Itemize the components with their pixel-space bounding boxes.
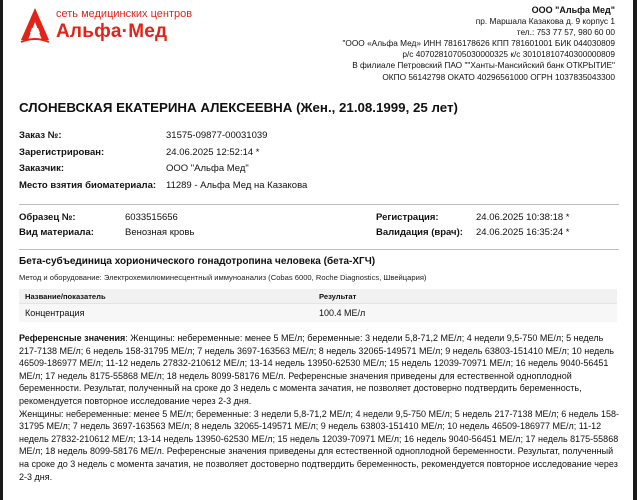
material-label: Вид материала: (19, 227, 94, 238)
reference-values (19, 332, 623, 483)
company-phone: тел.: 753 77 57, 980 60 00 (516, 27, 615, 38)
left-border (0, 0, 3, 500)
material-value: Венозная кровь (125, 227, 195, 238)
reference-paragraph (19, 332, 623, 408)
patient-title: СЛОНЕВСКАЯ ЕКАТЕРИНА АЛЕКСЕЕВНА (Жен., 21.08.1999, 25 лет) (19, 100, 458, 115)
result-value: 100.4 МЕ/л (319, 308, 366, 318)
company-address: пр. Маршала Казакова д. 9 корпус 1 (475, 16, 615, 27)
customer-value: ООО "Альфа Мед" (166, 163, 249, 174)
company-bank: В филиале Петровский ПАО ""Ханты-Мансийский банк ОТКРЫТИЕ" (352, 60, 615, 71)
test-method: Метод и оборудование: Электрохемилюминесцентный иммуноанализ (Cobas 6000, Roche Diagnostics, Швейцария) (19, 273, 427, 282)
test-title: Бета-субъединица хорионического гонадотропина человека (бета-ХГЧ) (19, 256, 376, 267)
registered-label: Зарегистрирован: (19, 146, 105, 158)
table-row (19, 303, 617, 322)
registration-value: 24.06.2025 10:38:18 * (476, 212, 570, 223)
order-number-value: 31575-09877-00031039 (166, 130, 268, 141)
clinic-logo (18, 6, 218, 46)
reference-paragraph (19, 408, 623, 484)
validation-value: 24.06.2025 16:35:24 * (476, 227, 570, 238)
registered-value: 24.06.2025 12:52:14 * (166, 146, 260, 158)
results-table (19, 289, 617, 322)
collection-place-label: Место взятия биоматериала: (19, 179, 157, 191)
company-codes: ОКПО 56142798 ОКАТО 40296561000 ОГРН 1037835043300 (382, 71, 615, 82)
sample-number-label: Образец №: (19, 212, 76, 223)
reference-text: : Женщины: небеременные: менее 5 МЕ/л; беременные: 3 недели 5,8-71,2 МЕ/л; 4 недели 9,5-750 МЕ/л; 5 недель 217-7138 МЕ/л; 6 недель 158-31795 МЕ/л; 7 недель 3697-163563 МЕ/л; 8 недель 32065-149571 МЕ/л; 9 недель 63803-151410 МЕ/л; 10 недель 46509-186977 МЕ/л; 11-12 недель 27832-210612 МЕ/л; 13-14 недель 13950-62530 МЕ/л; 15 недель 12039-70971 МЕ/л; 16 недель 9040-56451 МЕ/л; 17 недель 8175-55868 МЕ/л; 18 недель 8099-58176 МЕ/л. Референсные значения приведены для естественной одноплодной беременности. Результат, полученный на сроке до 3 недель с момента зачатия, не позволяет достоверно подтвердить беременность, рекомендуется повторное исследование через 2-3 дня. (19, 333, 614, 406)
customer-label: Заказчик: (19, 163, 65, 174)
sample-number-value: 6033515656 (125, 212, 178, 223)
logo-name: Альфа·Мед (56, 21, 168, 42)
right-border (633, 0, 637, 500)
sample-info (19, 212, 619, 246)
section-divider (19, 249, 619, 250)
company-name: ООО "Альфа Мед" (531, 5, 615, 15)
registration-label: Регистрация: (376, 212, 439, 223)
section-divider (19, 204, 619, 205)
result-name: Концентрация (25, 308, 85, 318)
reference-text-repeat: Женщины: небеременные: менее 5 МЕ/л; беременные: 3 недели 5,8-71,2 МЕ/л; 4 недели 9,5-750 МЕ/л; 5 недель 217-7138 МЕ/л; 6 недель 158-31795 МЕ/л; 7 недель 3697-163563 МЕ/л; 8 недель 32065-149571 МЕ/л; 9 недель 63803-151410 МЕ/л; 10 недель 46509-186977 МЕ/л; 11-12 недель 27832-210612 МЕ/л; 13-14 недель 13950-62530 МЕ/л; 15 недель 12039-70971 МЕ/л; 16 недель 9040-56451 МЕ/л; 17 недель 8175-55868 МЕ/л; 18 недель 8099-58176 МЕ/л. Референсные значения приведены для естественной одноплодной беременности. Результат, полученный на сроке до 3 недель с момента зачатия, не позволяет достоверно подтвердить беременность, рекомендуется повторное исследование через 2-3 дня. (19, 408, 619, 482)
logo-tagline: сеть медицинских центров (56, 8, 193, 20)
order-number-label: Заказ №: (19, 130, 62, 141)
results-table-header (19, 289, 617, 303)
column-header-result: Результат (319, 292, 357, 301)
company-requisites (285, 5, 615, 83)
company-inn: "ООО «Альфа Мед» ИНН 7816178626 КПП 781601001 БИК 044030809 (342, 38, 615, 49)
column-header-name: Название/показатель (25, 292, 106, 301)
collection-place-value: 11289 - Альфа Мед на Казакова (166, 179, 308, 191)
company-account: р/с 40702810705030000325 к/с 30101810740300000809 (402, 49, 615, 60)
validation-label: Валидация (врач): (376, 227, 463, 238)
alfa-med-logo-icon (18, 6, 52, 44)
reference-label: Референсные значения (19, 333, 126, 343)
